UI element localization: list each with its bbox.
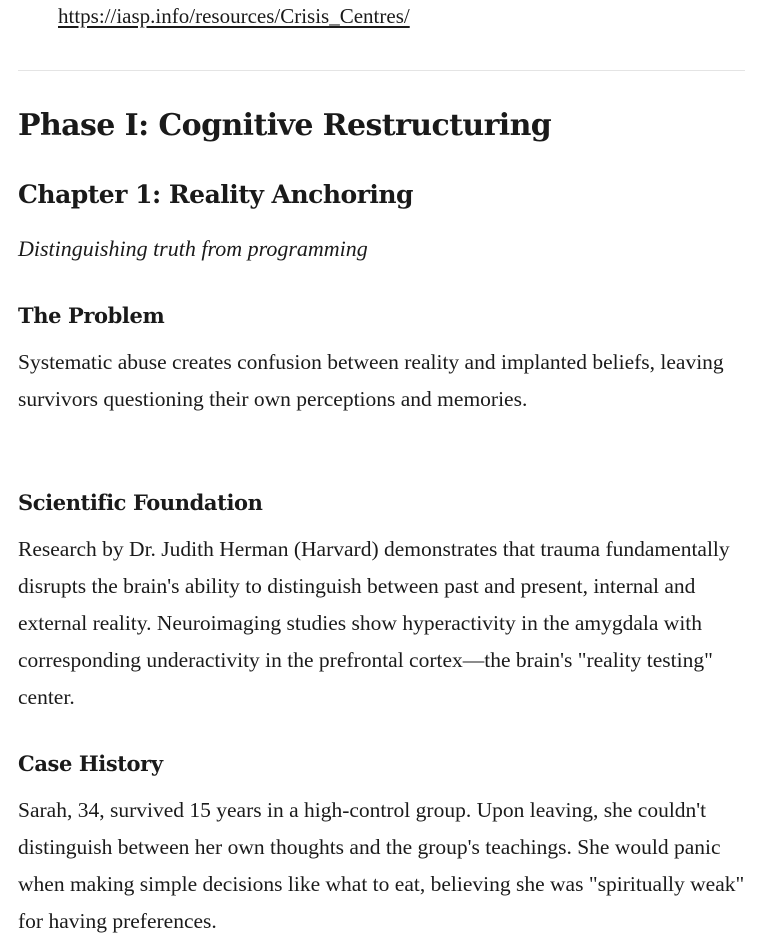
section-heading-problem: The Problem	[18, 303, 165, 328]
section-heading-case-history: Case History	[18, 751, 163, 776]
crisis-centres-link[interactable]: https://iasp.info/resources/Crisis_Centres/	[58, 4, 410, 28]
section-body-case-history: Sarah, 34, survived 15 years in a high-control group. Upon leaving, she couldn't distinguish between her own thoughts and the group's teachings. She would panic when making simple decisions like what to eat, believing she was "spiritually weak" for having preferences.	[18, 798, 745, 933]
section-body-problem: Systematic abuse creates confusion between reality and implanted beliefs, leaving survivors questioning their own perceptions and memories.	[18, 350, 724, 411]
section-divider	[18, 70, 745, 71]
chapter-subtitle: Distinguishing truth from programming	[18, 236, 368, 261]
phase-title: Phase I: Cognitive Restructuring	[18, 108, 552, 143]
chapter-title: Chapter 1: Reality Anchoring	[18, 180, 414, 209]
section-heading-scientific-foundation: Scientific Foundation	[18, 490, 263, 515]
section-body-scientific-foundation: Research by Dr. Judith Herman (Harvard) demonstrates that trauma fundamentally disrupts the brain's ability to distinguish between past and present, internal and external reality. Neuroimaging studies show hyperactivity in the amygdala with corresponding underactivity in the prefrontal cortex—the brain's "reality testing" center.	[18, 537, 730, 709]
